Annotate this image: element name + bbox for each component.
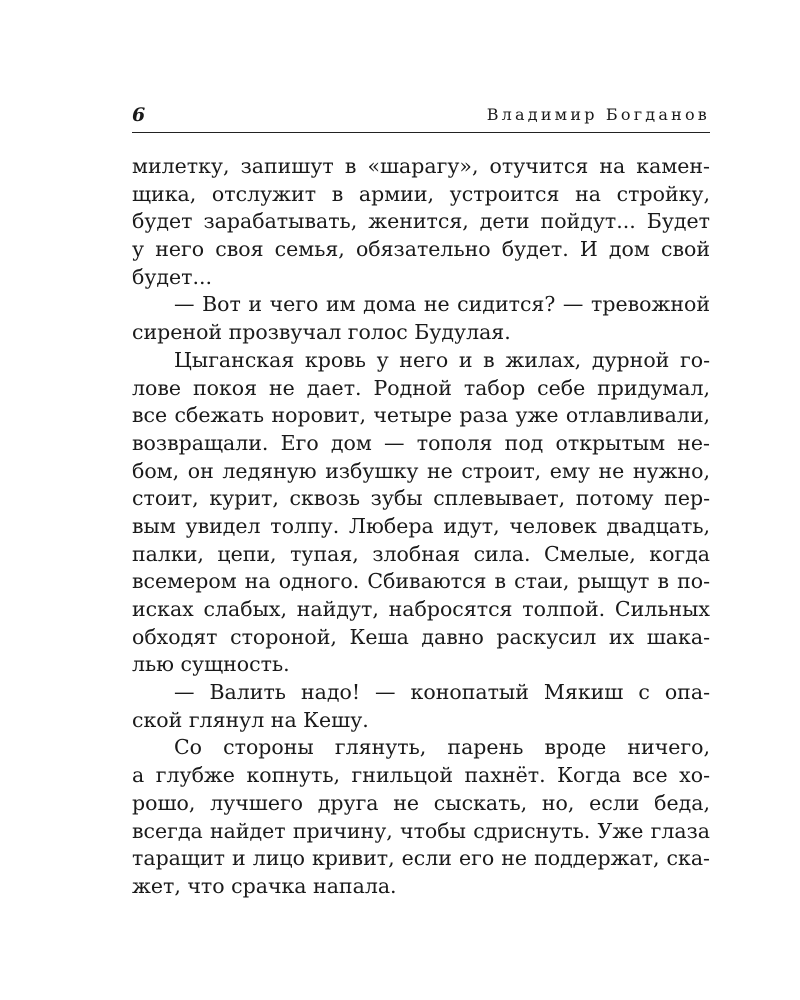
text-line: а глубже копнуть, гнильцой пахнёт. Когда все хо- <box>132 763 710 788</box>
text-line: Со стороны глянуть, парень вроде ничего, <box>174 735 710 760</box>
text-line: вым увидел толпу. Люберa идут, человек двадцать, <box>132 513 710 538</box>
text-line: — Валить надо! — конопатый Мякиш с опа- <box>174 680 710 705</box>
text-line: таращит и лицо кривит, если его не поддержат, ска- <box>132 846 710 871</box>
text-line: бом, он ледяную избушку не строит, ему не нужно, <box>132 458 710 483</box>
text-line: всегда найдет причину, чтобы сдриснуть. Уже глаза <box>132 818 710 843</box>
page-number: 6 <box>132 104 146 126</box>
body-text <box>132 153 710 901</box>
text-line: возвращали. Его дом — тополя под открытым не- <box>132 430 710 455</box>
text-line: милетку, запишут в «шарагу», отучится на камен- <box>132 154 710 178</box>
text-line: обходят стороной, Кеша давно раскусил их шака- <box>132 624 710 649</box>
running-header <box>132 100 710 133</box>
text-line: Цыганская кровь у него и в жилах, дурной го- <box>174 347 710 372</box>
text-line: рошо, лучшего друга не сыскать, но, если беда, <box>132 790 710 815</box>
text-line: палки, цепи, тупая, злобная сила. Смелые, когда <box>132 541 710 566</box>
text-line: у него своя семья, обязательно будет. И дом свой <box>132 237 710 262</box>
book-page <box>132 100 710 901</box>
text-line: стоит, курит, сквозь зубы сплевывает, потому пер- <box>132 486 710 511</box>
text-line: всемером на одного. Сбиваются в стаи, рыщут в по- <box>132 569 710 594</box>
text-line: будет... <box>132 264 213 289</box>
text-line: жет, что срачка напала. <box>132 873 397 898</box>
text-line: исках слабых, найдут, набросятся толпой. Сильных <box>132 597 710 621</box>
book-author: Владимир Богданов <box>486 105 710 124</box>
text-line: лове покоя не дает. Родной табор себе придумал, <box>132 375 710 400</box>
text-line: щика, отслужит в армии, устроится на стройку, <box>132 181 710 206</box>
text-line: будет зарабатывать, женится, дети пойдут... Будет <box>132 209 710 234</box>
text-line: ской глянул на Кешу. <box>132 707 369 732</box>
text-line: сиреной прозвучал голос Будулая. <box>132 320 511 345</box>
text-line: все сбежать норовит, четыре раза уже отлавливали, <box>132 403 710 428</box>
text-line: лью сущность. <box>132 652 290 677</box>
text-line: — Вот и чего им дома не сидится? — тревожной <box>174 292 710 317</box>
